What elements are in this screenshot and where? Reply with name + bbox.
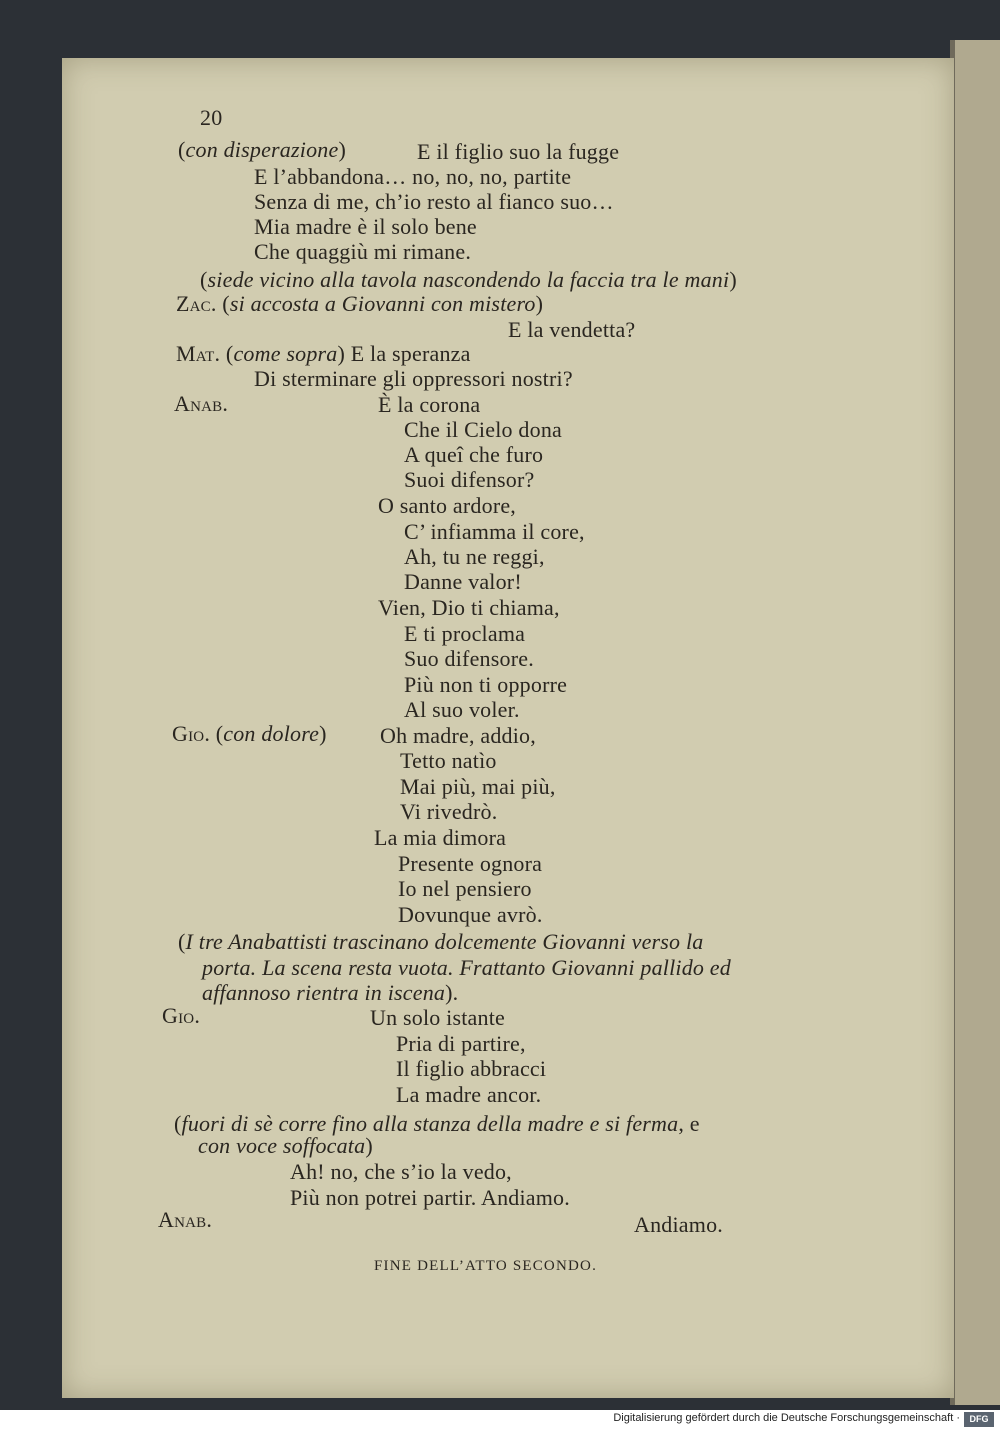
- stage-direction: (con disperazione): [178, 137, 346, 162]
- verse-line: Dovunque avrò.: [398, 902, 543, 927]
- direction-text: con voce soffocata: [198, 1133, 366, 1158]
- verse-text: E la speranza: [350, 341, 471, 366]
- verse-line: Io nel pensiero: [398, 876, 532, 901]
- verse-line: O santo ardore,: [378, 493, 517, 518]
- verse-line: Che il Cielo dona: [404, 417, 562, 442]
- direction-text: I tre Anabattisti trascinano dolcemente Giovanni verso la: [185, 929, 704, 954]
- page-number: 20: [200, 105, 223, 130]
- verse-line: Oh madre, addio,: [380, 723, 536, 748]
- verse-line: Senza di me, ch’io resto al fianco suo…: [254, 189, 614, 214]
- speaker-line: Mat. (come sopra) E la speranza: [176, 341, 471, 366]
- stage-direction: con voce soffocata): [198, 1133, 373, 1158]
- verse-line: C’ infiamma il core,: [404, 519, 585, 544]
- verse-line: E il figlio suo la fugge: [417, 139, 620, 164]
- verse-line: E ti proclama: [404, 621, 526, 646]
- verse-line: Ah, tu ne reggi,: [404, 544, 545, 569]
- verse-line: Mai più, mai più,: [400, 774, 556, 799]
- verse-line: Al suo voler.: [404, 697, 520, 722]
- verse-line: Più non potrei partir. Andiamo.: [290, 1185, 570, 1210]
- verse-line: Più non ti opporre: [404, 672, 568, 697]
- verse-line: Suo difensore.: [404, 646, 534, 671]
- speaker-line: Gio. (con dolore): [172, 721, 327, 746]
- speaker-name: Gio.: [172, 721, 211, 746]
- speaker-name: Gio.: [162, 1003, 201, 1028]
- speaker-name: Anab.: [174, 391, 229, 416]
- verse-line: Di sterminare gli oppressori nostri?: [254, 366, 573, 391]
- verse-line: E la vendetta?: [508, 317, 636, 342]
- verse-line: Pria di partire,: [396, 1031, 526, 1056]
- verse-line: Presente ognora: [398, 851, 543, 876]
- direction-text: con dolore: [223, 721, 320, 746]
- stage-direction: (siede vicino alla tavola nascondendo la faccia tra le mani): [200, 267, 737, 292]
- direction-text: con disperazione: [185, 137, 339, 162]
- speaker-name: Anab.: [158, 1207, 213, 1232]
- dfg-logo: DFG: [964, 1412, 994, 1427]
- speaker-name: Zac.: [176, 291, 217, 316]
- verse-line: Vien, Dio ti chiama,: [378, 595, 560, 620]
- verse-line: A queî che furo: [404, 442, 544, 467]
- verse-line: Mia madre è il solo bene: [254, 214, 477, 239]
- verse-line: Il figlio abbracci: [396, 1056, 547, 1081]
- verse-line: Suoi difensor?: [404, 467, 535, 492]
- verse-line: E l’abbandona… no, no, no, partite: [254, 164, 572, 189]
- stage-direction: affannoso rientra in iscena).: [202, 980, 459, 1005]
- verse-line: La mia dimora: [374, 825, 507, 850]
- adjacent-page-edge: [955, 40, 1000, 1405]
- verse-line: Un solo istante: [370, 1005, 505, 1030]
- direction-text: affannoso rientra in iscena: [202, 980, 446, 1005]
- act-end-caption: FINE DELL’ATTO SECONDO.: [374, 1258, 598, 1274]
- direction-text: siede vicino alla tavola nascondendo la faccia tra le mani: [207, 267, 730, 292]
- direction-text: come sopra: [233, 341, 338, 366]
- direction-text: fuori di sè corre fino alla stanza della madre e si ferma: [181, 1111, 679, 1136]
- speaker-line: Zac. (si accosta a Giovanni con mistero): [176, 291, 544, 316]
- verse-line: Ah! no, che s’io la vedo,: [290, 1159, 512, 1184]
- book-page: [62, 58, 954, 1398]
- stage-direction: (fuori di sè corre fino alla stanza della madre e si ferma, e: [174, 1111, 700, 1136]
- direction-text: si accosta a Giovanni con mistero: [229, 291, 536, 316]
- verse-line: Vi rivedrò.: [400, 799, 498, 824]
- verse-line: Tetto natìo: [400, 748, 497, 773]
- speaker-name: Mat.: [176, 341, 221, 366]
- footer-credit: Digitalisierung gefördert durch die Deutsche Forschungsgemeinschaft ·: [613, 1412, 960, 1424]
- stage-direction: porta. La scena resta vuota. Frattanto Giovanni pallido ed: [202, 955, 731, 980]
- stage-direction: (I tre Anabattisti trascinano dolcemente Giovanni verso la: [178, 929, 704, 954]
- verse-line: La madre ancor.: [396, 1082, 542, 1107]
- verse-line: Che quaggiù mi rimane.: [254, 239, 472, 264]
- verse-line: È la corona: [378, 392, 481, 417]
- verse-line: Andiamo.: [634, 1212, 723, 1237]
- verse-line: Danne valor!: [404, 569, 522, 594]
